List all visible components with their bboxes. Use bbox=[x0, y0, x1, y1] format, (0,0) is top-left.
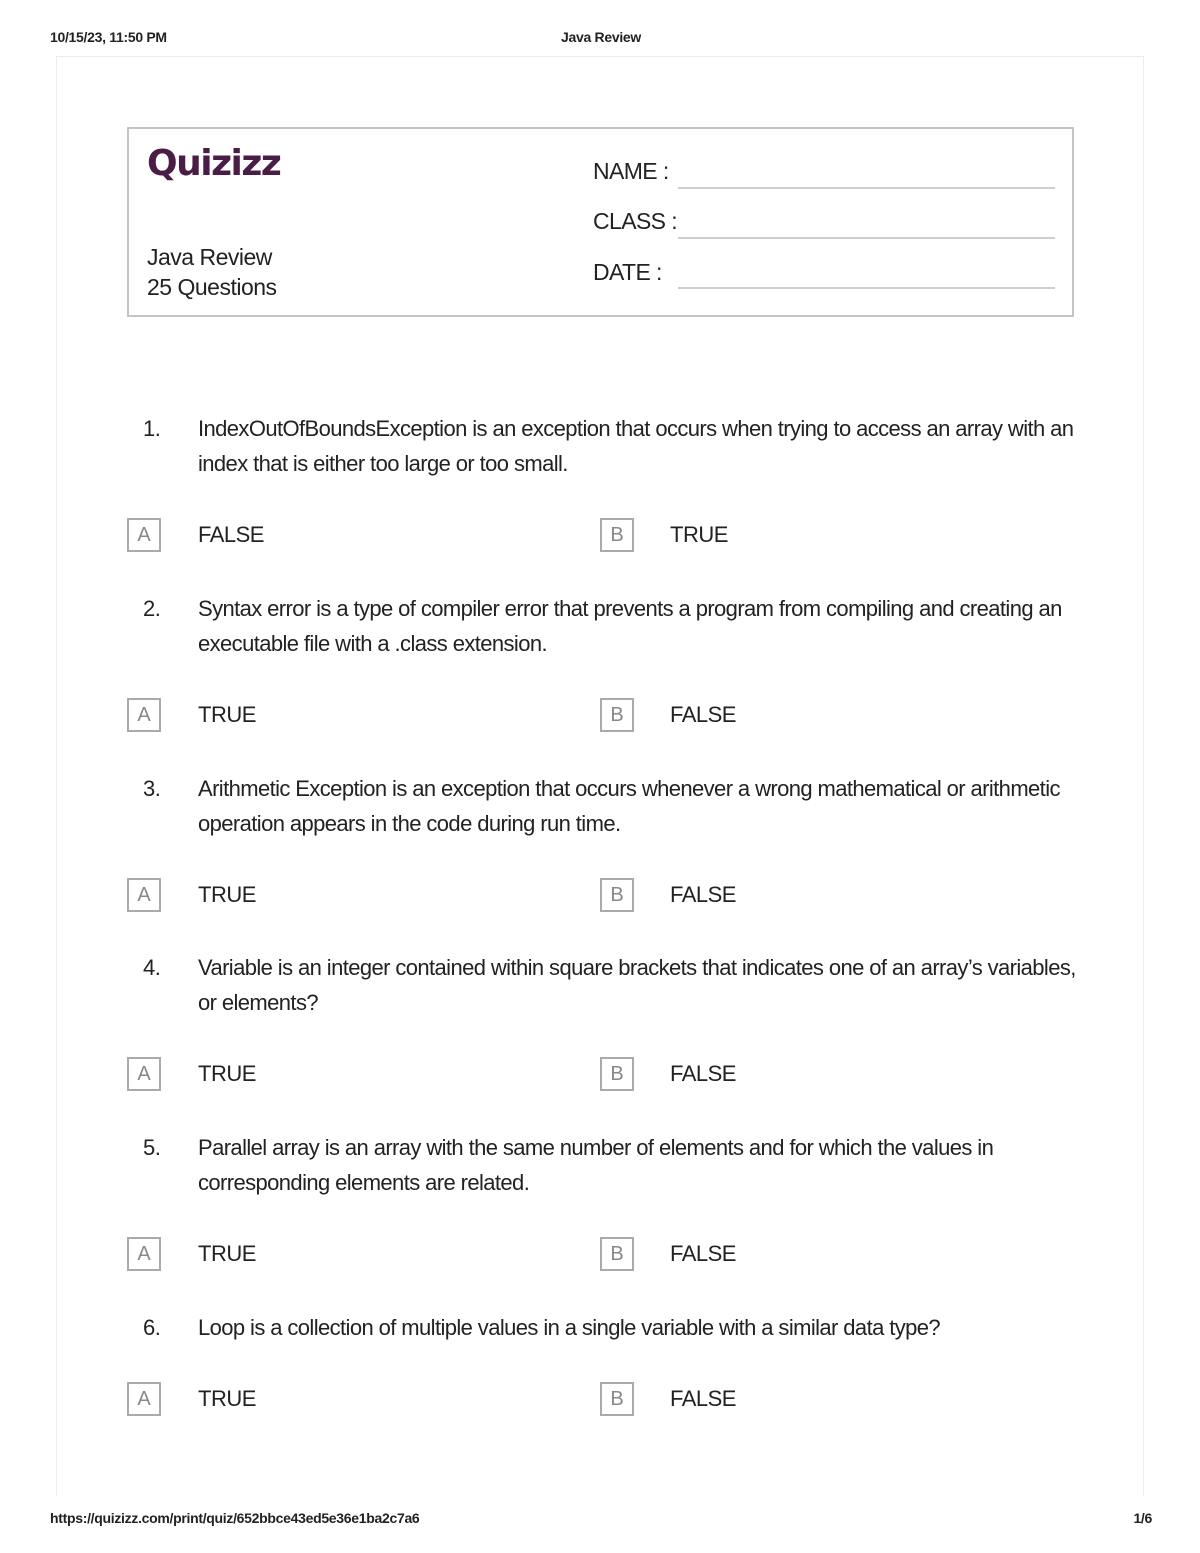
question-number: 4. bbox=[143, 955, 161, 980]
option-b-box[interactable]: B bbox=[600, 698, 634, 732]
option-a-box[interactable]: A bbox=[127, 698, 161, 732]
option-b-box[interactable]: B bbox=[600, 1237, 634, 1271]
question-text: IndexOutOfBoundsException is an exception that occurs when trying to access an array with an index that is either too large or too small. bbox=[198, 416, 1074, 476]
option-b-box[interactable]: B bbox=[600, 878, 634, 912]
class-label: CLASS : bbox=[593, 208, 678, 234]
question-text: Parallel array is an array with the same number of elements and for which the values in corresponding elements are related. bbox=[198, 1135, 994, 1195]
question-number: 2. bbox=[143, 596, 161, 621]
option-a-box[interactable]: A bbox=[127, 1382, 161, 1416]
option-b-text: FALSE bbox=[670, 702, 736, 727]
question-text: Arithmetic Exception is an exception that occurs whenever a wrong mathematical or arithmetic operation appears in the code during run time. bbox=[198, 776, 1060, 836]
option-a-box[interactable]: A bbox=[127, 1057, 161, 1091]
quiz-header-box bbox=[127, 127, 1074, 317]
question-number: 1. bbox=[143, 416, 161, 441]
question-text: Loop is a collection of multiple values in a single variable with a similar data type? bbox=[198, 1315, 941, 1340]
option-a-text: FALSE bbox=[198, 522, 264, 547]
option-a-text: TRUE bbox=[198, 1061, 256, 1086]
print-header bbox=[50, 29, 1152, 49]
page-number: 1/6 bbox=[1133, 1510, 1152, 1526]
option-a-text: TRUE bbox=[198, 1241, 256, 1266]
question-count: 25 Questions bbox=[147, 274, 277, 300]
option-a-box[interactable]: A bbox=[127, 518, 161, 552]
option-a-box[interactable]: A bbox=[127, 1237, 161, 1271]
question-number: 3. bbox=[143, 776, 161, 801]
question-number: 5. bbox=[143, 1135, 161, 1160]
option-a-text: TRUE bbox=[198, 1386, 256, 1411]
print-footer bbox=[50, 1510, 1152, 1530]
option-b-text: FALSE bbox=[670, 1061, 736, 1086]
date-label: DATE : bbox=[593, 259, 662, 285]
option-b-box[interactable]: B bbox=[600, 1382, 634, 1416]
option-b-text: FALSE bbox=[670, 1241, 736, 1266]
class-field-line[interactable] bbox=[678, 237, 1055, 239]
question-number: 6. bbox=[143, 1315, 161, 1340]
quiz-title: Java Review bbox=[147, 244, 272, 270]
option-b-text: FALSE bbox=[670, 1386, 736, 1411]
date-field-line[interactable] bbox=[678, 287, 1055, 289]
print-title: Java Review bbox=[561, 29, 641, 45]
option-a-box[interactable]: A bbox=[127, 878, 161, 912]
question-text: Syntax error is a type of compiler error that prevents a program from compiling and creating an executable file with a .class extension. bbox=[198, 596, 1062, 656]
print-url: https://quizizz.com/print/quiz/652bbce43ed5e36e1ba2c7a6 bbox=[50, 1510, 420, 1526]
name-field-line[interactable] bbox=[678, 187, 1055, 189]
option-b-text: TRUE bbox=[670, 522, 728, 547]
quizizz-logo: Quizizz bbox=[147, 143, 281, 184]
option-b-text: FALSE bbox=[670, 882, 736, 907]
option-a-text: TRUE bbox=[198, 702, 256, 727]
option-a-text: TRUE bbox=[198, 882, 256, 907]
option-b-box[interactable]: B bbox=[600, 518, 634, 552]
print-date: 10/15/23, 11:50 PM bbox=[50, 29, 167, 45]
name-label: NAME : bbox=[593, 158, 669, 184]
question-text: Variable is an integer contained within square brackets that indicates one of an array’s variables, or elements? bbox=[198, 955, 1076, 1015]
option-b-box[interactable]: B bbox=[600, 1057, 634, 1091]
